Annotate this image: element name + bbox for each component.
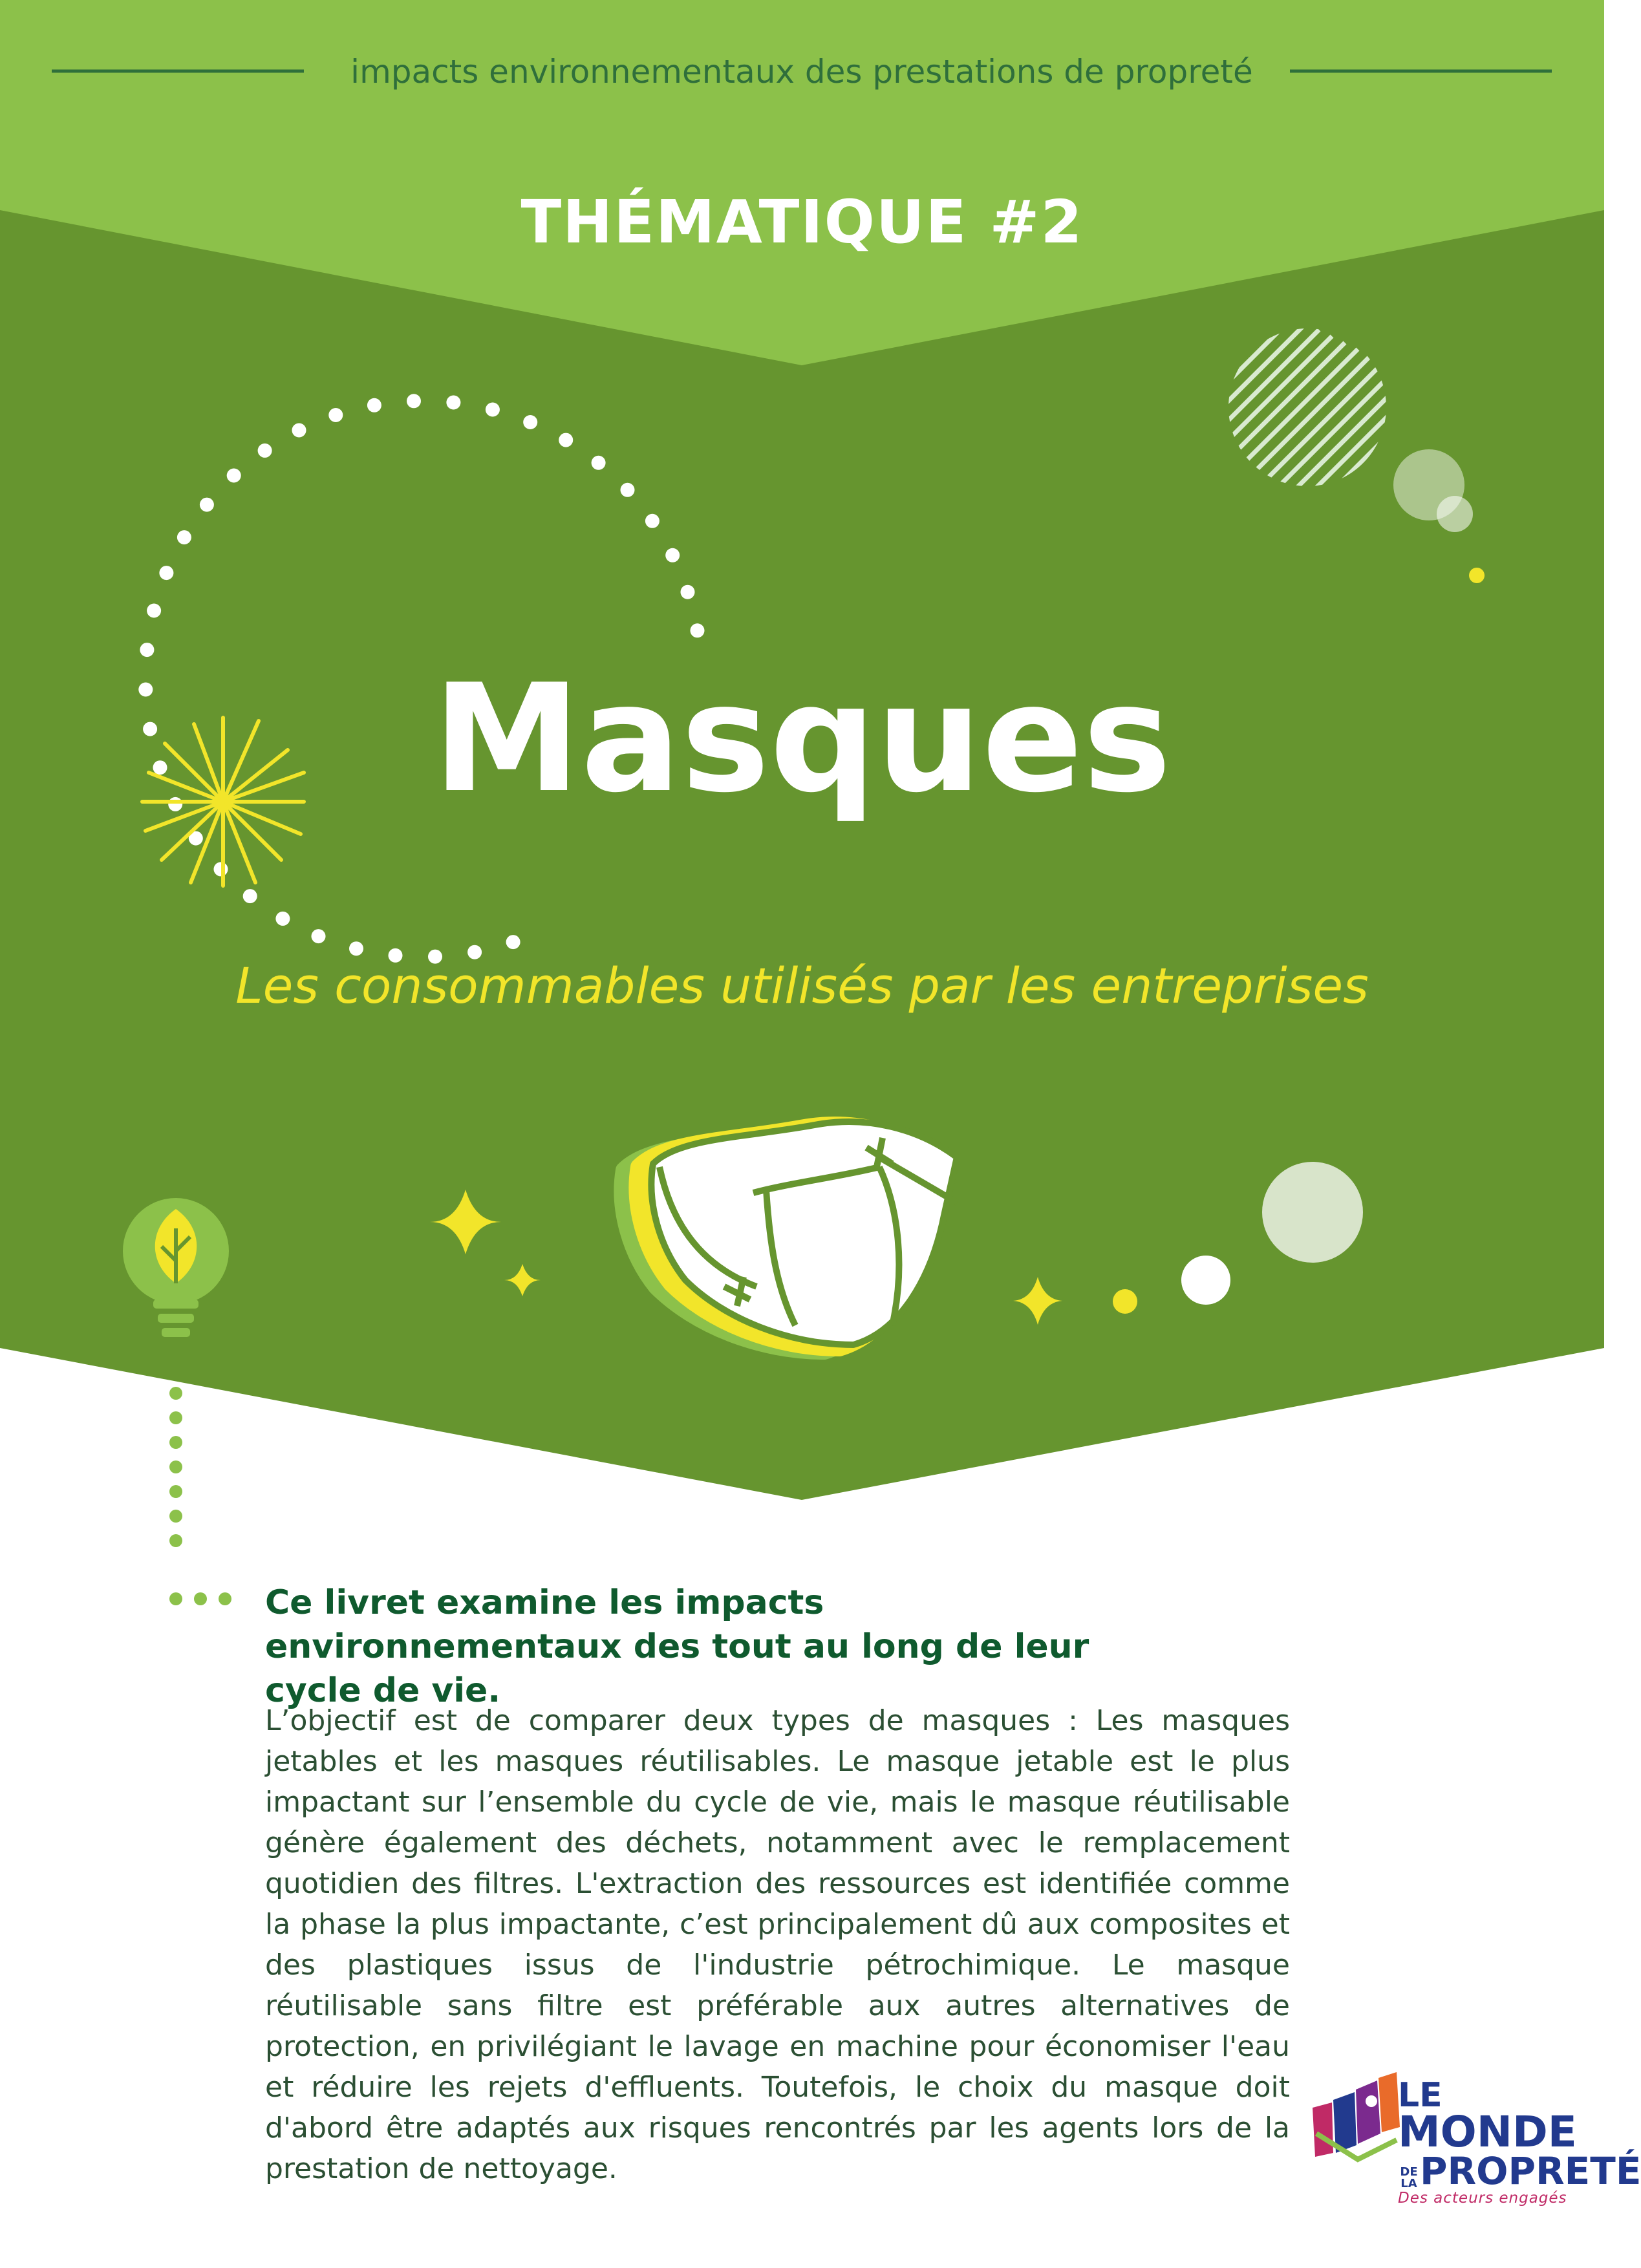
logo-line1: LE: [1398, 2076, 1443, 2115]
logo-line3: PROPRETÉ: [1420, 2149, 1641, 2193]
logo-tagline: Des acteurs engagés: [1398, 2190, 1567, 2207]
connector-dot: [194, 1592, 207, 1605]
body-paragraph: L’objectif est de comparer deux types de masques : Les masques jetables et les masques réutilisables. Le masque jetable est le plus impactant sur l’ensemble du cycle de vie, mais le masque réutilisable génère également des déchets, notamment avec le remplacement quotidien des filtres. L'extraction des ressources est identifiée comme la phase la plus impactante, c’est principalement dû aux composites et des plastiques issus de l'industrie pétrochimique. Le masque réutilisable sans filtre est préférable aux autres alternatives de protection, en privilégiant le lavage en machine pour économiser l'eau et réduire les rejets d'effluents. Toutefois, le choix du masque doit d'abord être adaptés aux risques rencontrés par les agents lors de la prestation de nettoyage.: [265, 1704, 1290, 2185]
decor-dot-yellow: [1469, 568, 1485, 583]
logo-mark-icon: [1313, 2072, 1400, 2159]
arc-dot: [214, 862, 228, 876]
connector-dot: [169, 1534, 182, 1547]
connector-dot: [169, 1510, 182, 1523]
connector-dot: [219, 1592, 231, 1605]
logo-row: [1398, 2149, 1641, 2193]
dotted-connector: [169, 1387, 231, 1605]
theme-label: THÉMATIQUE #2: [520, 187, 1084, 257]
page-title: Masques: [433, 653, 1172, 826]
connector-dot: [169, 1485, 182, 1498]
arc-dot: [349, 941, 363, 956]
decor-dot-white: [1181, 1256, 1230, 1305]
arc-dot: [559, 433, 573, 447]
arc-dot: [258, 444, 272, 458]
arc-dot: [523, 415, 537, 429]
arc-dot: [328, 408, 343, 422]
connector-dot: [169, 1411, 182, 1424]
arc-dot: [486, 403, 500, 417]
header-tagline: impacts environnementaux des prestations de propreté: [350, 53, 1253, 91]
connector-dot: [169, 1387, 182, 1400]
arc-dot: [275, 912, 290, 926]
logo-de: DE: [1400, 2165, 1418, 2179]
logo-line2: MONDE: [1398, 2107, 1577, 2157]
arc-dot: [645, 514, 660, 528]
arc-dot: [292, 423, 306, 438]
arc-dot: [506, 935, 520, 949]
connector-dot: [169, 1460, 182, 1473]
arc-dot: [200, 498, 214, 512]
arc-dot: [621, 483, 635, 497]
arc-dot: [665, 548, 680, 562]
arc-dot: [312, 929, 326, 943]
arc-dot: [227, 469, 241, 483]
page-subtitle: Les consommables utilisés par les entreprises: [235, 957, 1369, 1014]
arc-dot: [243, 889, 257, 903]
arc-dot: [159, 566, 173, 580]
connector-dot: [169, 1436, 182, 1449]
logo-de-la: [1398, 2166, 1420, 2190]
logo[interactable]: [1398, 2076, 1641, 2207]
connector-dot: [169, 1592, 182, 1605]
arc-dot: [177, 530, 191, 544]
logo-la: LA: [1400, 2177, 1417, 2190]
arc-dot: [592, 456, 606, 470]
decor-circle-large: [1262, 1162, 1363, 1263]
decor-dot-yellow-2: [1113, 1289, 1137, 1314]
arc-dot: [147, 604, 161, 618]
decor-circle-2: [1437, 496, 1473, 532]
arc-dot: [681, 585, 695, 599]
intro-paragraph: Ce livret examine les impacts environnementaux des tout au long de leur cycle de vie.: [265, 1583, 1089, 1710]
arc-dot: [446, 396, 460, 410]
arc-dot: [367, 398, 381, 412]
arc-dot: [691, 623, 705, 637]
arc-dot: [407, 394, 421, 408]
